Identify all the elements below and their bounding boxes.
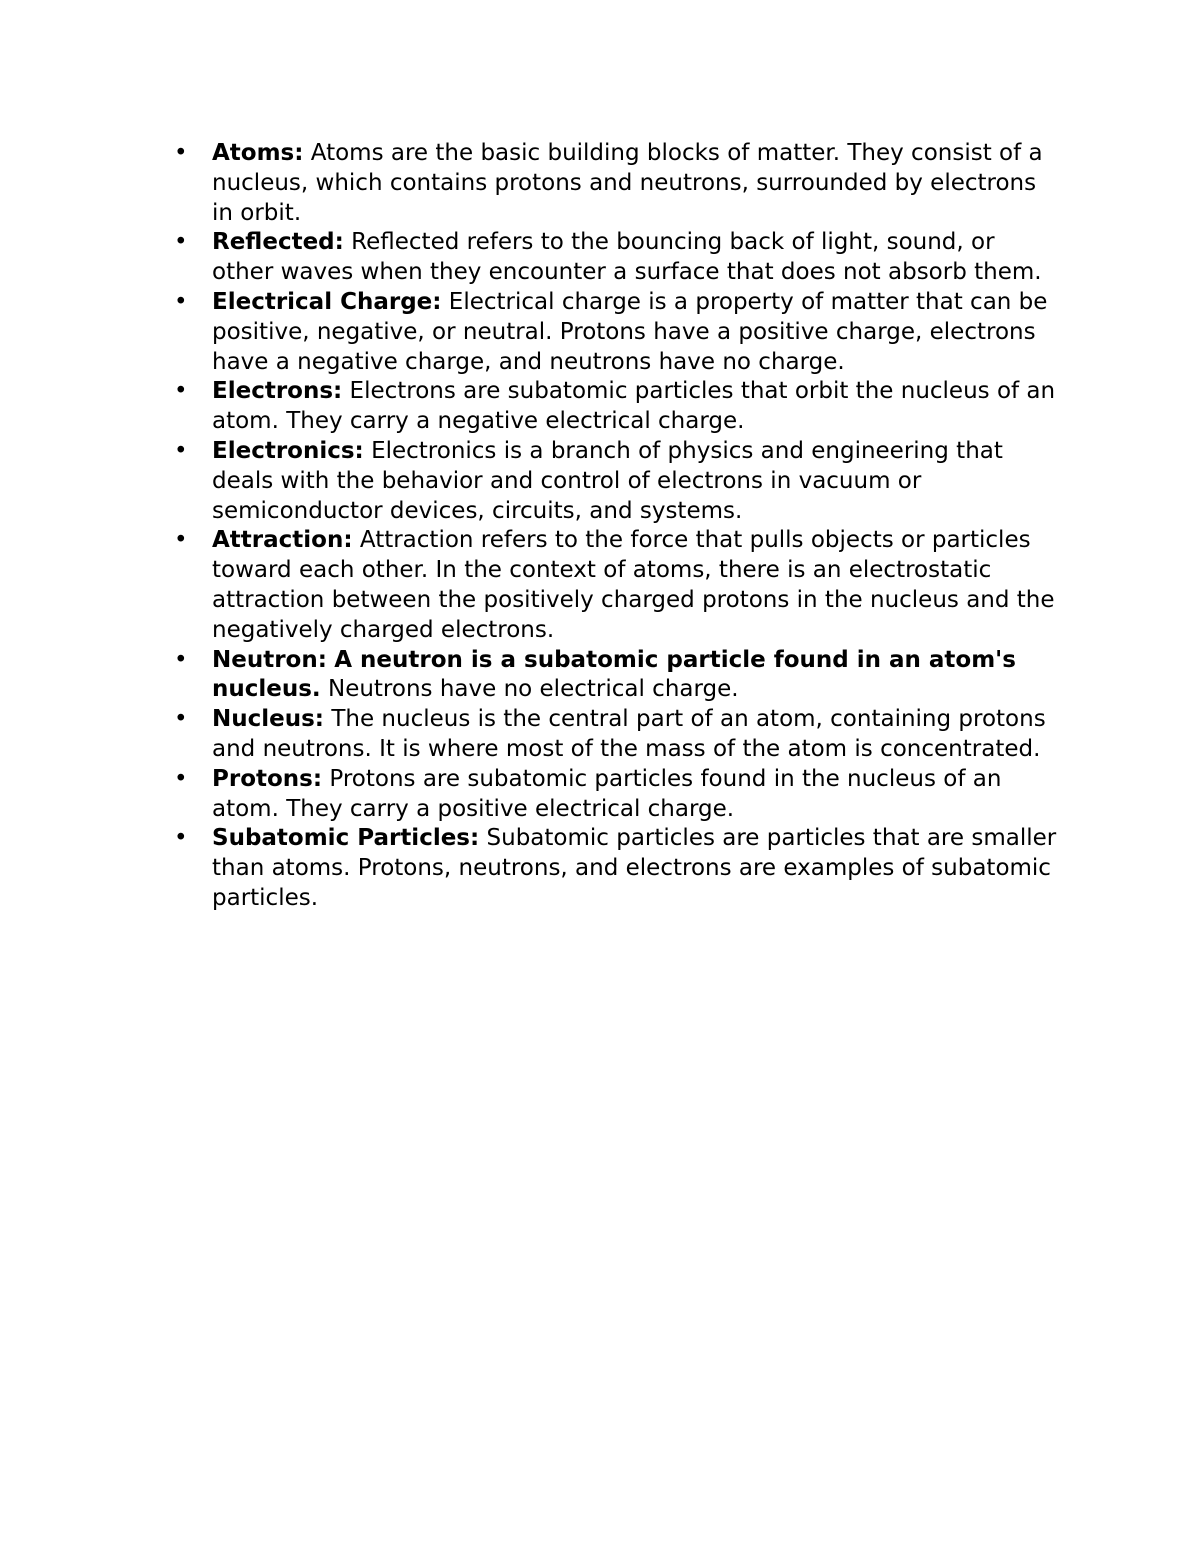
glossary-entry-subatomic-particles xyxy=(170,824,1060,913)
bullet-icon: • xyxy=(174,646,188,673)
bullet-icon: • xyxy=(174,765,188,792)
term-label: Atoms: xyxy=(212,140,304,166)
definition-text: Electrical charge is a property of matter that can be positive, negative, or neutral. Protons have a positive charge, electrons have a negative charge, and neutrons have no charge. xyxy=(212,288,1048,375)
term-label: Subatomic Particles: xyxy=(212,825,480,852)
bullet-icon: • xyxy=(174,825,188,852)
definition-text: Subatomic particles are particles that are smaller than atoms. Protons, neutrons, and electrons are examples of subatomic particles. xyxy=(212,825,1057,911)
glossary-entry-reflected xyxy=(170,228,1060,288)
definition-text: Neutrons have no electrical charge. xyxy=(327,676,739,703)
bullet-icon: • xyxy=(174,378,188,405)
term-label: Electronics: xyxy=(212,437,364,464)
bullet-icon: • xyxy=(174,437,188,464)
bullet-icon: • xyxy=(174,288,188,315)
glossary-entry-electrons xyxy=(170,377,1060,437)
glossary-entry-electrical-charge xyxy=(170,288,1060,377)
term-label: Electrons: xyxy=(212,378,343,405)
glossary-entry-atoms xyxy=(170,139,1060,228)
term-label: Attraction: xyxy=(212,527,353,554)
definition-text: Electronics is a branch of physics and engineering that deals with the behavior and control of electrons in vacuum or semiconductor devices, circuits, and systems. xyxy=(212,437,1003,524)
glossary-entry-attraction xyxy=(170,526,1060,645)
definition-text: The nucleus is the central part of an atom, containing protons and neutrons. It is where most of the mass of the atom is concentrated. xyxy=(212,706,1046,762)
definition-text: Protons are subatomic particles found in the nucleus of an atom. They carry a positive electrical charge. xyxy=(212,765,1002,822)
bullet-icon: • xyxy=(174,229,188,256)
definition-text: Atoms are the basic building blocks of matter. They consist of a nucleus, which contains protons and neutrons, surrounded by electrons in orbit. xyxy=(212,140,1043,226)
term-label: Electrical Charge: xyxy=(212,288,442,315)
bullet-icon: • xyxy=(174,527,188,554)
term-label: Reflected: xyxy=(212,229,344,256)
bullet-icon: • xyxy=(174,140,188,166)
glossary-entry-electronics xyxy=(170,437,1060,526)
definition-text: Electrons are subatomic particles that orbit the nucleus of an atom. They carry a negative electrical charge. xyxy=(212,378,1056,435)
glossary-entry-neutron xyxy=(170,646,1060,706)
definition-text: Reflected refers to the bouncing back of light, sound, or other waves when they encounter a surface that does not absorb them. xyxy=(212,229,1042,286)
definition-text: Attraction refers to the force that pulls objects or particles toward each other. In the context of atoms, there is an electrostatic attraction between the positively charged protons in the nucleus and the negatively charged electrons. xyxy=(212,527,1055,643)
term-label: Nucleus: xyxy=(212,706,325,733)
glossary-entry-nucleus xyxy=(170,705,1060,765)
term-label: Protons: xyxy=(212,765,323,792)
glossary-list xyxy=(170,139,1060,914)
term-bold-definition: A neutron is a subatomic particle found in an atom's nucleus. xyxy=(212,646,1016,703)
glossary-entry-protons xyxy=(170,765,1060,825)
bullet-icon: • xyxy=(174,706,188,733)
term-label: Neutron: xyxy=(212,646,327,673)
